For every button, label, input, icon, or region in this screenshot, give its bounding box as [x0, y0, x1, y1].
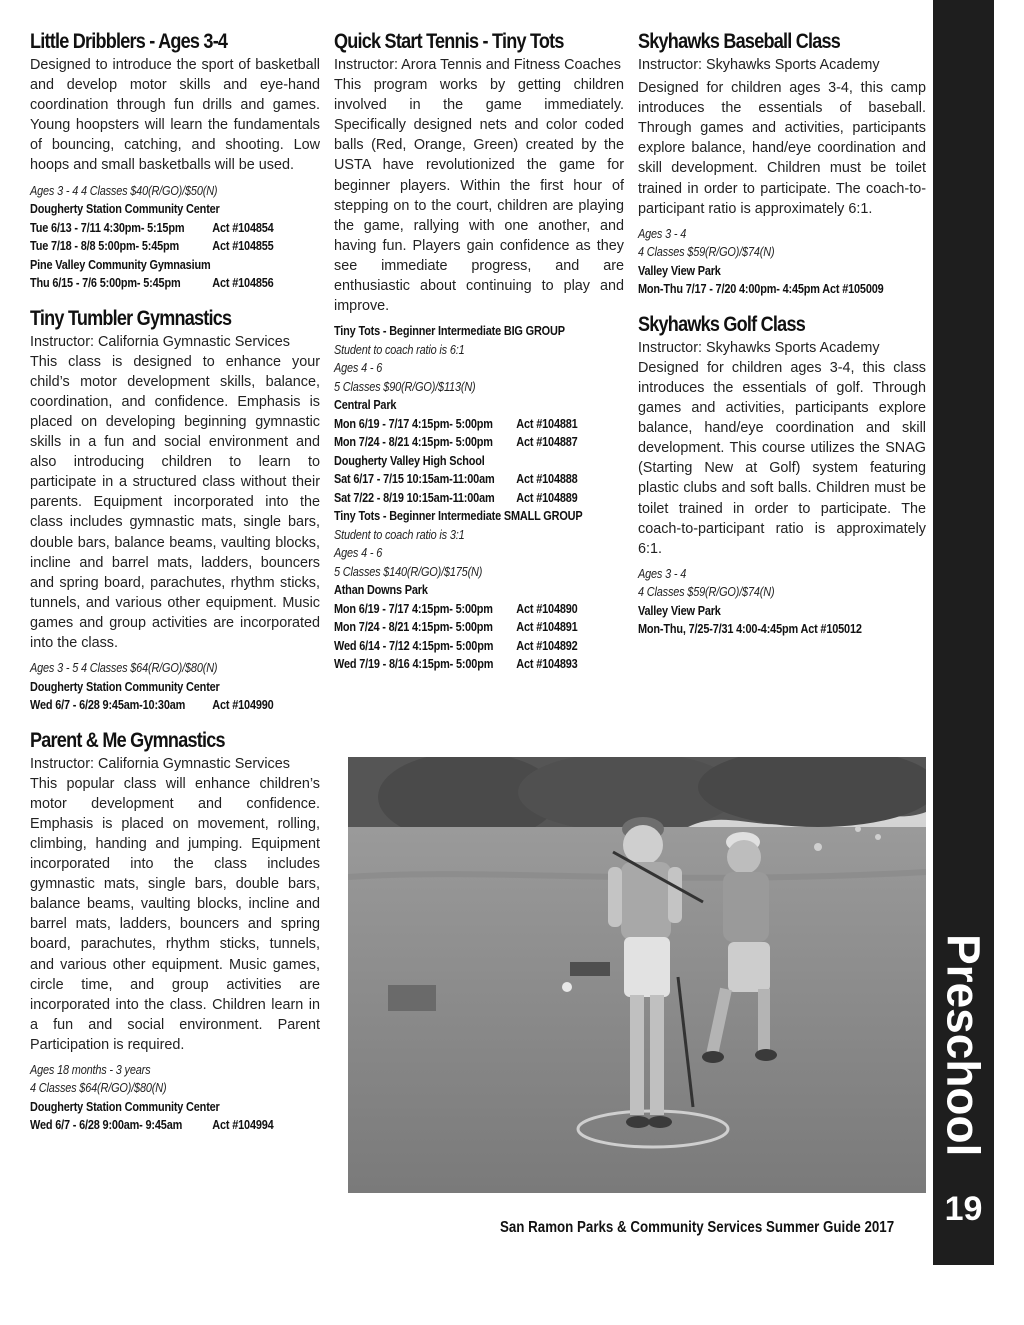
- location: Dougherty Station Community Center: [30, 678, 220, 694]
- instructor: Instructor: California Gymnastic Services: [30, 755, 290, 772]
- schedule-row: Wed 6/7 - 6/28 9:00am- 9:45am Act #104994: [30, 1116, 274, 1135]
- activity-number: Act #104854: [212, 219, 274, 235]
- schedule-row: Tue 6/13 - 7/11 4:30pm- 5:15pm Act #104854: [30, 219, 274, 238]
- activity-number: Act #104856: [212, 275, 274, 291]
- schedule-row: Mon 6/19 - 7/17 4:15pm- 5:00pm Act #104890: [334, 600, 578, 619]
- instructor: Instructor: California Gymnastic Services: [30, 333, 290, 350]
- activity-number: Act #104990: [212, 697, 274, 713]
- activity-number: Act #104887: [516, 434, 578, 450]
- class-price: 5 Classes $90(R/GO)/$113(N): [334, 378, 476, 394]
- class-price: 4 Classes $59(R/GO)/$74(N): [638, 244, 775, 260]
- class-price: 4 Classes $59(R/GO)/$74(N): [638, 584, 775, 600]
- location: Dougherty Valley High School: [334, 452, 485, 468]
- class-ages: Ages 4 - 6: [334, 360, 383, 376]
- section-description: Designed to introduce the sport of basketball and develop motor skills and eye-hand coordination through fun drills and games. Young hoopsters will learn the fundamentals of bouncing, catching, and shooting. Low hoops and small basketballs will be used.: [30, 57, 320, 174]
- class-meta: Ages 3 - 5 4 Classes $64(R/GO)/$80(N): [30, 660, 218, 676]
- section-title: Parent & Me Gymnastics: [30, 728, 225, 752]
- instructor: Instructor: Skyhawks Sports Academy: [638, 57, 880, 73]
- schedule-row: Wed 6/14 - 7/12 4:15pm- 5:00pm Act #104892: [334, 637, 578, 656]
- section-description: Designed for children ages 3-4, this class introduces the essentials of golf. Through games and activities, participants explore balance, hand/eye coordination and skill development. This course utilizes the SNAG (Starting New at Golf) system featuring plastic clubs and soft balls. Children must be toilet trained in order to participate. The coach-to-participant ratio is approximately 6:1.: [638, 359, 926, 557]
- activity-number: Act #104889: [516, 489, 578, 505]
- schedule-row: Mon 7/24 - 8/21 4:15pm- 5:00pm Act #104891: [334, 618, 578, 637]
- coach-ratio: Student to coach ratio is 3:1: [334, 526, 465, 542]
- column-right: [638, 30, 926, 639]
- section-quick-start-tennis: [334, 30, 624, 674]
- location: Valley View Park: [638, 262, 721, 278]
- page-footer: San Ramon Parks & Community Services Summer Guide 2017: [500, 1219, 895, 1236]
- photo-illustration: [348, 757, 926, 1193]
- activity-number: Act #104888: [516, 471, 578, 487]
- section-skyhawks-baseball: [638, 30, 926, 299]
- section-description: This popular class will enhance children’s motor development and confidence. Emphasis is placed on movement, rolling, climbing, handing and jumping. Equipment incorporated into the class includes gymnastic mats, single bars, double bars, balance beams, vaulting blocks, incline and barrel mats, ladders, bouncers and spring board, parachutes, rhythm sticks, tunnels, and various other equipment. Music games, circle time, and group activities are incorporated into the class. Children learn in a fun and social environment. Parent Participation is required.: [30, 775, 320, 1053]
- schedule-row: Wed 7/19 - 8/16 4:15pm- 5:00pm Act #104893: [334, 655, 578, 674]
- schedule-row: Mon-Thu 7/17 - 7/20 4:00pm- 4:45pm Act #105009: [638, 281, 884, 297]
- location: Valley View Park: [638, 602, 721, 618]
- schedule-row: Mon-Thu, 7/25-7/31 4:00-4:45pm Act #105012: [638, 621, 862, 637]
- section-title: Tiny Tumbler Gymnastics: [30, 306, 232, 330]
- class-meta: 4 Classes $64(R/GO)/$80(N): [30, 1080, 167, 1096]
- location: Dougherty Station Community Center: [30, 201, 220, 217]
- activity-number: Act #104994: [212, 1117, 274, 1133]
- instructor: Instructor: Arora Tennis and Fitness Coaches: [334, 57, 621, 73]
- section-description: This program works by getting children involved in the game immediately. Specifically designed nets and color coded balls (Red, Orange, Green) created by the USTA have revolutionized the game for beginner players. Within the first hour of stepping on to the court, children are playing the game, rallying with one another, and having fun. Players gain confidence as they see immediate progress, and are enthusiastic about continuing to play and improve.: [334, 77, 624, 315]
- golf-kids-photo: [348, 757, 926, 1193]
- location: Pine Valley Community Gymnasium: [30, 256, 211, 272]
- group-title: Tiny Tots - Beginner Intermediate BIG GROUP: [334, 323, 565, 339]
- coach-ratio: Student to coach ratio is 6:1: [334, 341, 465, 357]
- section-little-dribblers: [30, 30, 320, 293]
- class-meta: Ages 3 - 4 4 Classes $40(R/GO)/$50(N): [30, 182, 218, 198]
- section-description: Designed for children ages 3-4, this camp introduces the essentials of baseball. Through games and activities, participants explore balance, hand/eye coordination and skill development. Children must be toilet trained in order to participate. The coach-to-participant ratio is approximately 6:1.: [638, 80, 926, 217]
- class-ages: Ages 3 - 4: [638, 225, 687, 241]
- section-title: Skyhawks Baseball Class: [638, 30, 841, 53]
- section-tiny-tumbler: [30, 307, 320, 715]
- schedule-row: Wed 6/7 - 6/28 9:45am-10:30am Act #104990: [30, 696, 274, 715]
- instructor: Instructor: Skyhawks Sports Academy: [638, 339, 880, 356]
- activity-number: Act #104881: [516, 415, 578, 431]
- class-ages: Ages 4 - 6: [334, 545, 383, 561]
- column-left: [30, 30, 320, 1135]
- activity-number: Act #104893: [516, 656, 578, 672]
- section-title: Skyhawks Golf Class: [638, 312, 805, 336]
- page-number: 19: [944, 1190, 983, 1228]
- location: Dougherty Station Community Center: [30, 1098, 220, 1114]
- section-description: This class is designed to enhance your child’s motor development skills, balance, coordination, and confidence. Emphasis is placed on developing beginning gymnastic skills in a fun and social environment and also introducing children to learn to participate in a structured class without their parents. Equipment incorporated into the class includes gymnastic mats, single bars, double bars, balance beams, vaulting blocks, incline and barrel mats, ladders, bouncers and spring board, parachutes, rhythm sticks, tunnels, and various other equipment. Music games and group activities are incorporated into the class.: [30, 353, 320, 651]
- section-title: Little Dribblers - Ages 3-4: [30, 30, 228, 53]
- schedule-row: Thu 6/15 - 7/6 5:00pm- 5:45pm Act #104856: [30, 274, 274, 293]
- activity-number: Act #104890: [516, 600, 578, 616]
- schedule-row: Mon 6/19 - 7/17 4:15pm- 5:00pm Act #104881: [334, 415, 578, 434]
- activity-number: Act #104855: [212, 238, 274, 254]
- schedule-row: Mon 7/24 - 8/21 4:15pm- 5:00pm Act #104887: [334, 433, 578, 452]
- section-tab-label: Preschool: [937, 933, 990, 1157]
- group-title: Tiny Tots - Beginner Intermediate SMALL GROUP: [334, 508, 583, 524]
- schedule-row: Sat 7/22 - 8/19 10:15am-11:00am Act #104889: [334, 489, 578, 508]
- location: Central Park: [334, 397, 397, 413]
- location: Athan Downs Park: [334, 582, 428, 598]
- schedule-row: Tue 7/18 - 8/8 5:00pm- 5:45pm Act #104855: [30, 237, 274, 256]
- schedule-row: Sat 6/17 - 7/15 10:15am-11:00am Act #104888: [334, 470, 578, 489]
- activity-number: Act #104891: [516, 619, 578, 635]
- class-meta: Ages 18 months - 3 years: [30, 1061, 151, 1077]
- section-skyhawks-golf: [638, 313, 926, 639]
- class-ages: Ages 3 - 4: [638, 565, 687, 581]
- section-parent-me: [30, 729, 320, 1135]
- class-price: 5 Classes $140(R/GO)/$175(N): [334, 563, 483, 579]
- activity-number: Act #104892: [516, 637, 578, 653]
- column-middle: [334, 30, 624, 674]
- section-title: Quick Start Tennis - Tiny Tots: [334, 30, 564, 53]
